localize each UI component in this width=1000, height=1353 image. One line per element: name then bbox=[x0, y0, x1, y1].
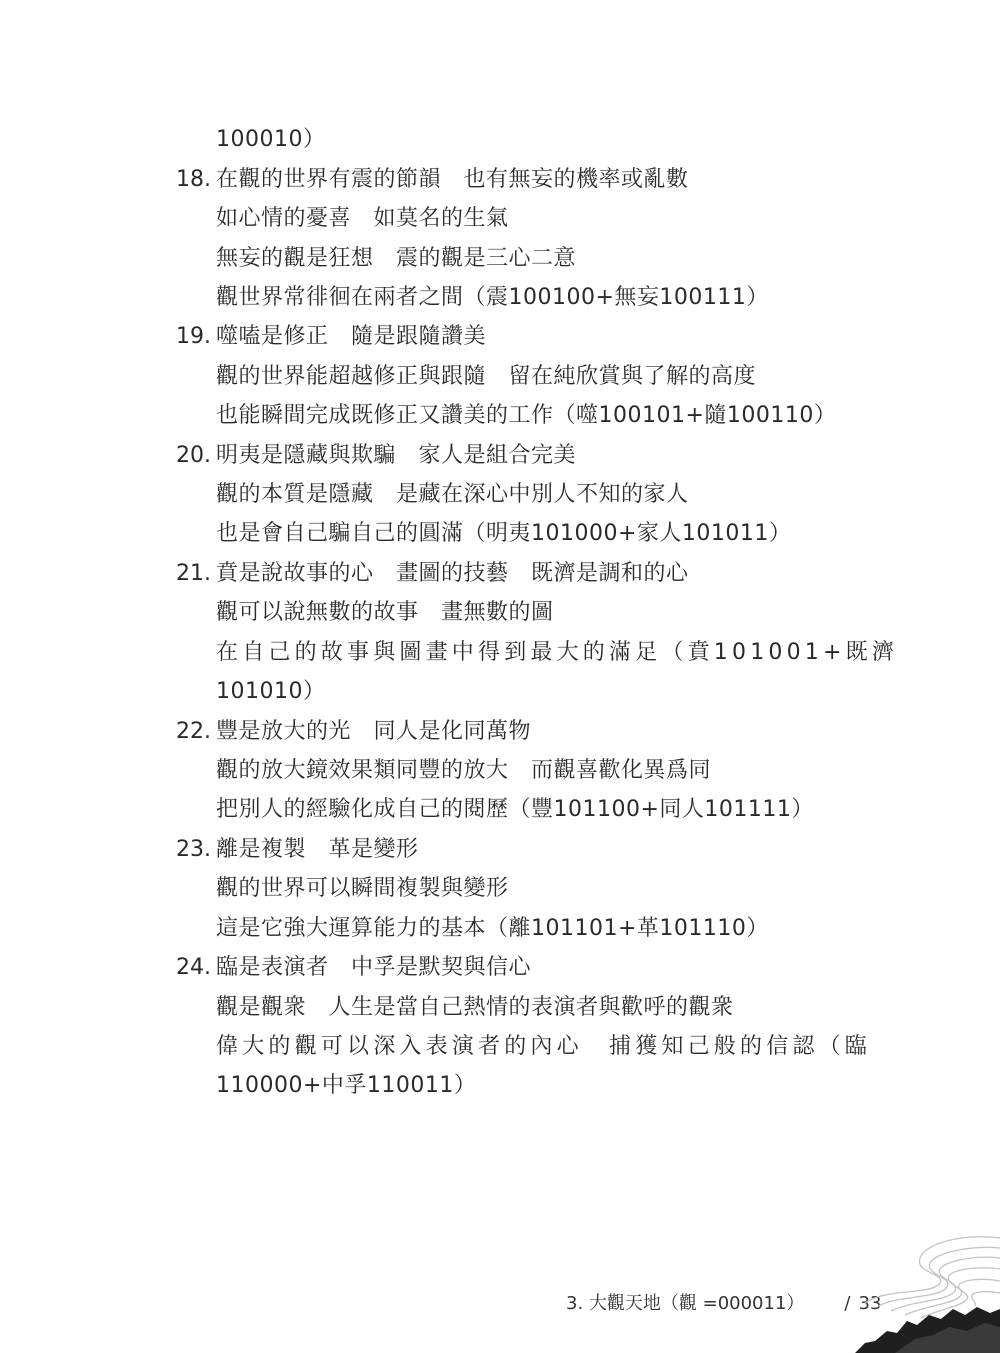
text-line: 100010） bbox=[216, 127, 326, 152]
item-number: 20. bbox=[176, 443, 211, 468]
text-line: 觀的世界能超越修正與跟隨 留在純欣賞與了解的高度 bbox=[216, 364, 757, 389]
text-line: 偉大的觀可以深入表演者的內心 捕獲知己般的信認（臨 bbox=[216, 1034, 872, 1059]
item-number: 21. bbox=[176, 561, 211, 586]
text-line: 把別人的經驗化成自己的閱歷（豐101100+同人101111） bbox=[216, 797, 814, 822]
item-number: 18. bbox=[176, 167, 211, 192]
item-number: 23. bbox=[176, 837, 211, 862]
text-line: 明夷是隱藏與欺騙 家人是組合完美 bbox=[216, 443, 577, 468]
text-line: 在觀的世界有震的節韻 也有無妄的機率或亂數 bbox=[216, 167, 689, 192]
text-line: 如心情的憂喜 如莫名的生氣 bbox=[216, 206, 509, 231]
mountain-cloud-illustration bbox=[825, 1203, 1000, 1353]
text-line: 觀的放大鏡效果類同豐的放大 而觀喜歡化異爲同 bbox=[216, 758, 712, 783]
item-number: 22. bbox=[176, 719, 211, 744]
footer-separator: / bbox=[844, 1293, 851, 1314]
text-line: 也是會自己騙自己的圓滿（明夷101000+家人101011） bbox=[216, 521, 792, 546]
text-line: 離是複製 革是變形 bbox=[216, 837, 419, 862]
page-number: 33 bbox=[858, 1293, 882, 1314]
text-line: 110000+中孚110011） bbox=[216, 1073, 477, 1098]
item-number: 24. bbox=[176, 955, 211, 980]
text-line: 噬嗑是修正 隨是跟隨讚美 bbox=[216, 324, 487, 349]
text-line: 101010） bbox=[216, 679, 326, 704]
text-line: 在自己的故事與圖畫中得到最大的滿足（賁101001+既濟 bbox=[216, 640, 899, 665]
text-line: 這是它強大運算能力的基本（離101101+革101110） bbox=[216, 916, 769, 941]
text-line: 豐是放大的光 同人是化同萬物 bbox=[216, 719, 532, 744]
text-line: 臨是表演者 中孚是默契與信心 bbox=[216, 955, 532, 980]
text-line: 無妄的觀是狂想 震的觀是三心二意 bbox=[216, 246, 577, 271]
chapter-title: 3. 大觀天地（觀 =000011） bbox=[566, 1293, 805, 1314]
text-line: 觀的世界可以瞬間複製與變形 bbox=[216, 876, 509, 901]
text-line: 觀是觀衆 人生是當自己熱情的表演者與歡呼的觀衆 bbox=[216, 995, 734, 1020]
text-line: 賁是說故事的心 畫圖的技藝 既濟是調和的心 bbox=[216, 561, 689, 586]
text-line: 也能瞬間完成既修正又讚美的工作（噬100101+隨100110） bbox=[216, 403, 837, 428]
item-number: 19. bbox=[176, 324, 211, 349]
text-line: 觀世界常徘徊在兩者之間（震100100+無妄100111） bbox=[216, 285, 769, 310]
text-line: 觀可以說無數的故事 畫無數的圖 bbox=[216, 600, 554, 625]
text-line: 觀的本質是隱藏 是藏在深心中別人不知的家人 bbox=[216, 482, 689, 507]
